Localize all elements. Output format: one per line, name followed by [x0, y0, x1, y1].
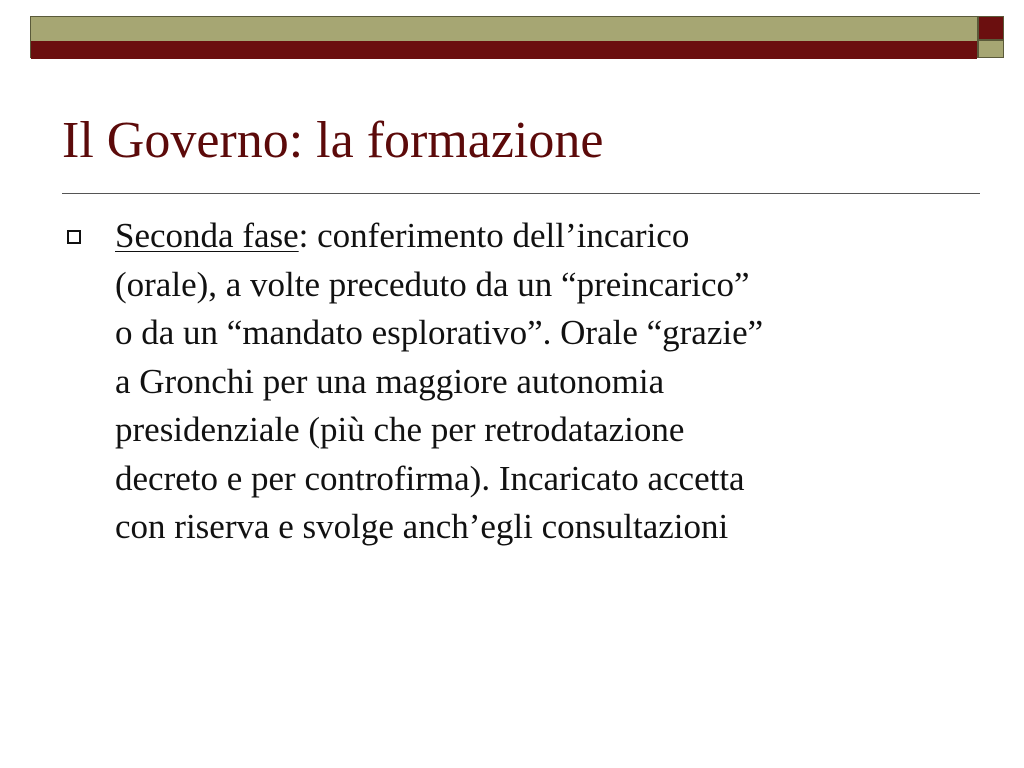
title-divider — [62, 193, 980, 194]
bullet-line-2: (orale), a volte preceduto da un “preincarico” — [115, 264, 750, 304]
hollow-square-bullet-icon — [67, 230, 81, 244]
bullet-lead-term: Seconda fase — [115, 216, 299, 255]
maroon-stripe — [31, 41, 977, 59]
bullet-line-4: a Gronchi per una maggiore autonomia — [115, 361, 665, 401]
bullet-line-3: o da un “mandato esplorativo”. Orale “grazie” — [115, 313, 764, 352]
header-decorative-bar — [30, 16, 978, 58]
corner-square-maroon — [978, 16, 1004, 40]
bullet-item — [62, 212, 962, 552]
slide-content — [62, 212, 962, 552]
corner-decoration — [978, 16, 1004, 58]
corner-square-olive — [978, 40, 1004, 58]
bullet-first-line-text: : conferimento dell’incarico — [298, 216, 690, 255]
slide-title: Il Governo: la formazione — [62, 112, 604, 169]
bullet-line-5: presidenziale (più che per retrodatazione — [115, 410, 685, 449]
bullet-line-6: decreto e per controfirma). Incaricato accetta — [115, 458, 745, 498]
bullet-line-7: con riserva e svolge anch’egli consultazioni — [115, 507, 729, 546]
bullet-line-1 — [115, 212, 962, 261]
olive-stripe — [31, 17, 977, 41]
